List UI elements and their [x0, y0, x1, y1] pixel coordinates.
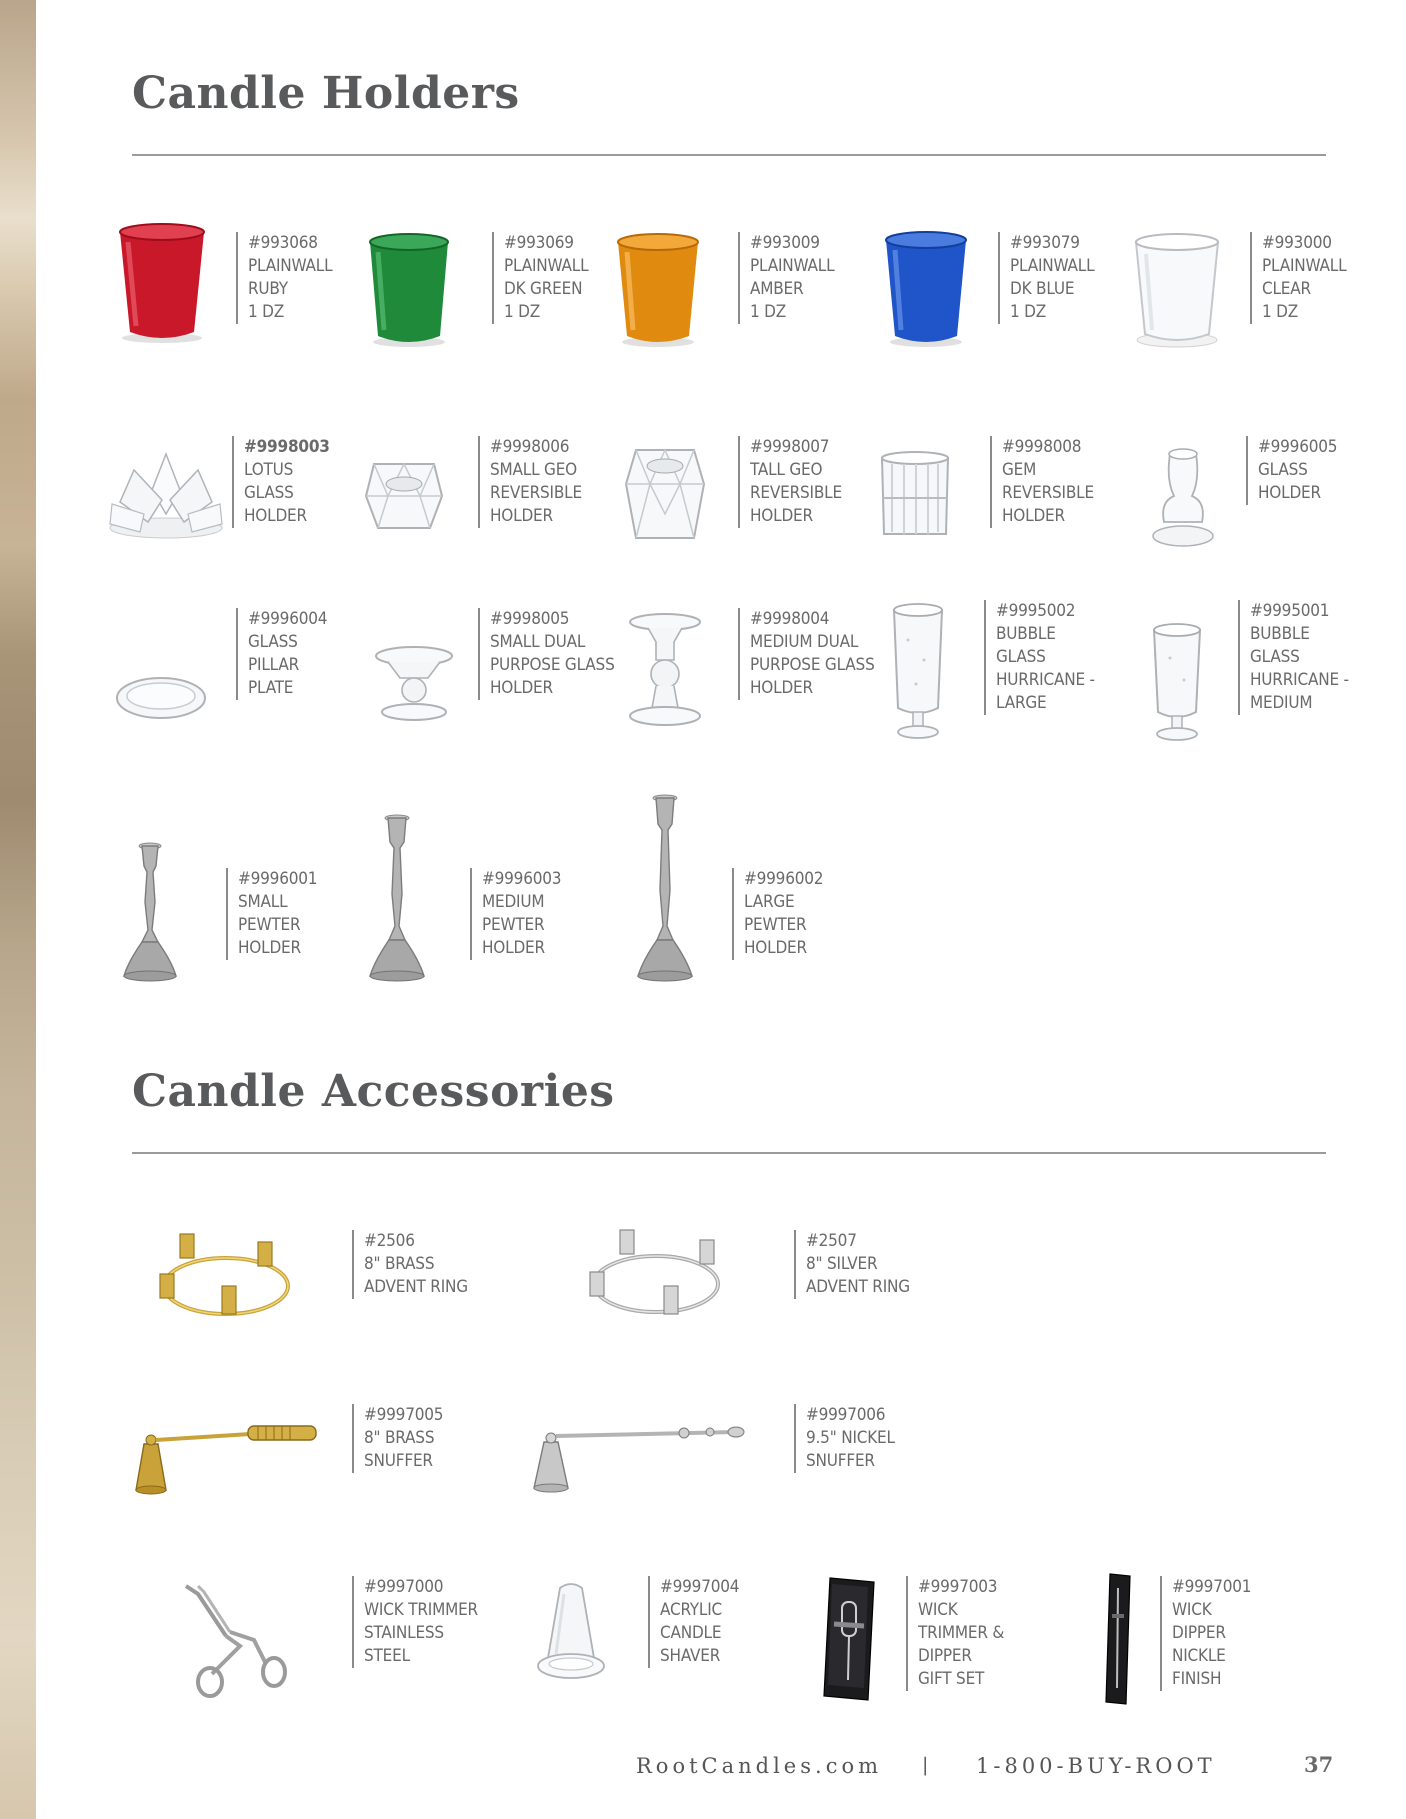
gem-reversible-holder-image [876, 450, 954, 542]
product-label: #9997005 8" BRASS SNUFFER [352, 1404, 443, 1473]
lotus-glass-holder-image [104, 444, 228, 542]
product-label: #9996005 GLASS HOLDER [1246, 436, 1337, 505]
background-photo-strip [0, 0, 36, 1819]
product-label: #9997006 9.5" NICKEL SNUFFER [794, 1404, 895, 1473]
bubble-glass-hurricane-medium-image [1148, 622, 1206, 746]
votive-dk-blue-image [880, 230, 972, 350]
medium-pewter-holder-image [366, 814, 428, 984]
product-label: #993000 PLAINWALL CLEAR 1 DZ [1250, 232, 1346, 324]
wick-trimmer-dipper-gift-set-image [818, 1572, 880, 1704]
footer-website[interactable]: RootCandles.com [636, 1754, 883, 1778]
small-pewter-holder-image [120, 842, 180, 984]
product-label: #9997001 WICK DIPPER NICKLE FINISH [1160, 1576, 1251, 1691]
product-label: #9995002 BUBBLE GLASS HURRICANE - LARGE [984, 600, 1095, 715]
product-label: #2507 8" SILVER ADVENT RING [794, 1230, 910, 1299]
votive-ruby-image [112, 222, 212, 346]
section-divider [132, 154, 1326, 156]
small-geo-reversible-holder-image [364, 454, 444, 536]
small-dual-purpose-glass-holder-image [372, 644, 456, 724]
product-label: #9997003 WICK TRIMMER & DIPPER GIFT SET [906, 1576, 1004, 1691]
footer-phone: 1-800-BUY-ROOT [976, 1754, 1216, 1778]
tall-geo-reversible-holder-image [622, 444, 708, 546]
product-label: #9998005 SMALL DUAL PURPOSE GLASS HOLDER [478, 608, 615, 700]
brass-advent-ring-image [154, 1228, 298, 1328]
large-pewter-holder-image [634, 794, 696, 984]
product-label: #9996003 MEDIUM PEWTER HOLDER [470, 868, 561, 960]
silver-advent-ring-image [584, 1226, 728, 1326]
product-label: #9998007 TALL GEO REVERSIBLE HOLDER [738, 436, 842, 528]
votive-amber-image [612, 232, 704, 350]
product-label: #993009 PLAINWALL AMBER 1 DZ [738, 232, 834, 324]
product-label: #9995001 BUBBLE GLASS HURRICANE - MEDIUM [1238, 600, 1349, 715]
product-label: #993069 PLAINWALL DK GREEN 1 DZ [492, 232, 588, 324]
product-label: #993068 PLAINWALL RUBY 1 DZ [236, 232, 332, 324]
product-label: #9998008 GEM REVERSIBLE HOLDER [990, 436, 1094, 528]
brass-snuffer-image [130, 1420, 322, 1500]
product-label: #2506 8" BRASS ADVENT RING [352, 1230, 468, 1299]
product-label: #993079 PLAINWALL DK BLUE 1 DZ [998, 232, 1094, 324]
bubble-glass-hurricane-large-image [888, 600, 948, 742]
section-title-candle-holders: Candle Holders [132, 68, 520, 119]
section-title-candle-accessories: Candle Accessories [132, 1066, 615, 1117]
wick-dipper-nickle-finish-image [1100, 1570, 1136, 1708]
nickel-snuffer-image [528, 1418, 746, 1496]
product-label: #9996001 SMALL PEWTER HOLDER [226, 868, 317, 960]
votive-dk-green-image [364, 232, 454, 350]
product-label: #9996004 GLASS PILLAR PLATE [236, 608, 327, 700]
glass-holder-image [1150, 440, 1216, 548]
acrylic-candle-shaver-image [534, 1580, 608, 1692]
medium-dual-purpose-glass-holder-image [626, 612, 704, 730]
product-label: #9997004 ACRYLIC CANDLE SHAVER [648, 1576, 739, 1668]
product-label: #9997000 WICK TRIMMER STAINLESS STEEL [352, 1576, 478, 1668]
wick-trimmer-image [180, 1582, 294, 1700]
page-number: 37 [1304, 1752, 1334, 1777]
product-label: #9998004 MEDIUM DUAL PURPOSE GLASS HOLDER [738, 608, 875, 700]
product-label: #9998003 LOTUS GLASS HOLDER [232, 436, 330, 528]
section-divider [132, 1152, 1326, 1154]
footer-separator: | [922, 1754, 929, 1776]
votive-clear-image [1130, 232, 1224, 350]
product-label: #9998006 SMALL GEO REVERSIBLE HOLDER [478, 436, 582, 528]
product-label: #9996002 LARGE PEWTER HOLDER [732, 868, 823, 960]
glass-pillar-plate-image [114, 672, 208, 722]
